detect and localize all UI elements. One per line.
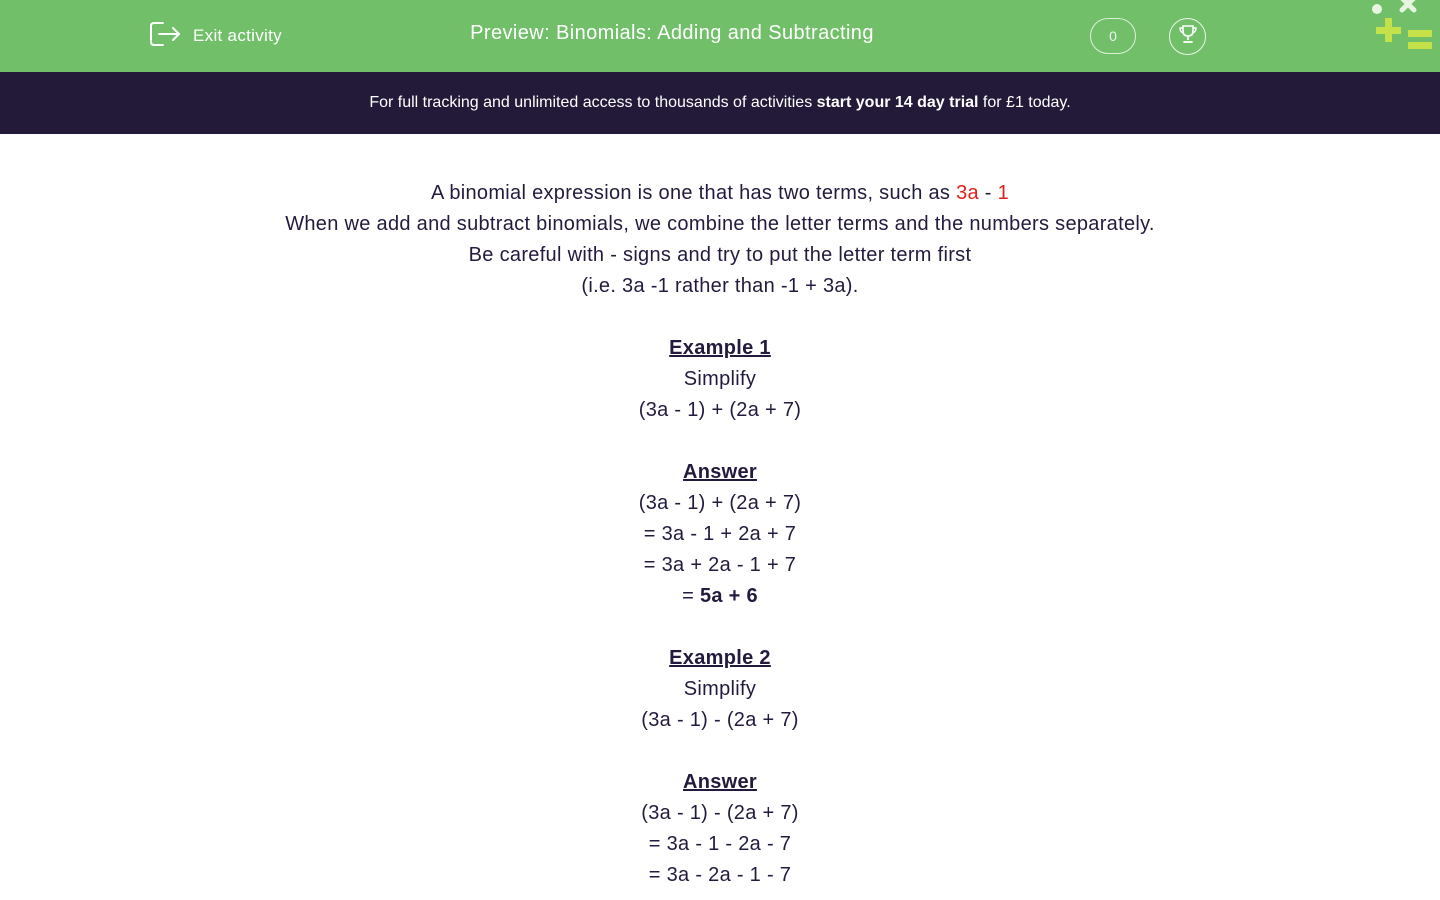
example-1-final: = 5a + 6 xyxy=(682,585,758,607)
exit-activity-label: Exit activity xyxy=(193,26,282,45)
example-2-instruction: Simplify xyxy=(683,678,757,700)
intro-line-3: Be careful with - signs and try to put the letter term first xyxy=(468,244,972,266)
example-1-instruction: Simplify xyxy=(683,368,757,390)
example-1-step: = 3a - 1 + 2a + 7 xyxy=(643,523,797,545)
example-1-expression: (3a - 1) + (2a + 7) xyxy=(638,399,802,421)
brand-logo-icon xyxy=(1366,0,1440,60)
example-1-heading: Example 1 xyxy=(669,337,771,359)
example-2-expression: (3a - 1) - (2a + 7) xyxy=(641,709,799,731)
top-bar xyxy=(0,0,1440,72)
intro-text: A binomial expression is one that has two terms, such as xyxy=(430,182,957,204)
lesson-content xyxy=(0,178,1440,891)
highlight-term: 1 xyxy=(997,182,1010,204)
page-title: Preview: Binomials: Adding and Subtracting xyxy=(470,22,874,44)
example-2-step: = 3a - 2a - 1 - 7 xyxy=(648,864,792,886)
example-2-step: = 3a - 1 - 2a - 7 xyxy=(648,833,792,855)
example-2-step: (3a - 1) - (2a + 7) xyxy=(641,802,799,824)
example-2-heading: Example 2 xyxy=(669,647,771,669)
exit-icon xyxy=(149,19,183,54)
final-answer: 5a + 6 xyxy=(699,585,758,607)
intro-operator: - xyxy=(978,182,998,204)
example-1-step: = 3a + 2a - 1 + 7 xyxy=(643,554,797,576)
intro-line-2: When we add and subtract binomials, we combine the letter terms and the numbers separately. xyxy=(285,213,1155,235)
trophy-icon xyxy=(1176,22,1200,51)
highlight-term: 3a xyxy=(956,182,979,204)
score-badge: 0 xyxy=(1090,18,1136,54)
intro-line-1 xyxy=(0,178,1440,209)
exit-activity-button[interactable] xyxy=(149,20,282,52)
trial-link[interactable]: start your 14 day trial xyxy=(816,94,979,111)
example-1-step: (3a - 1) + (2a + 7) xyxy=(638,492,802,514)
example-2-answer-heading: Answer xyxy=(682,771,758,793)
banner-text-end: for £1 today. xyxy=(978,94,1071,111)
trial-banner xyxy=(0,72,1440,134)
banner-text: For full tracking and unlimited access to thousands of activities xyxy=(369,94,817,111)
example-1-answer-heading: Answer xyxy=(682,461,758,483)
intro-line-4: (i.e. 3a -1 rather than -1 + 3a). xyxy=(581,275,859,297)
trophy-button[interactable] xyxy=(1169,18,1206,55)
